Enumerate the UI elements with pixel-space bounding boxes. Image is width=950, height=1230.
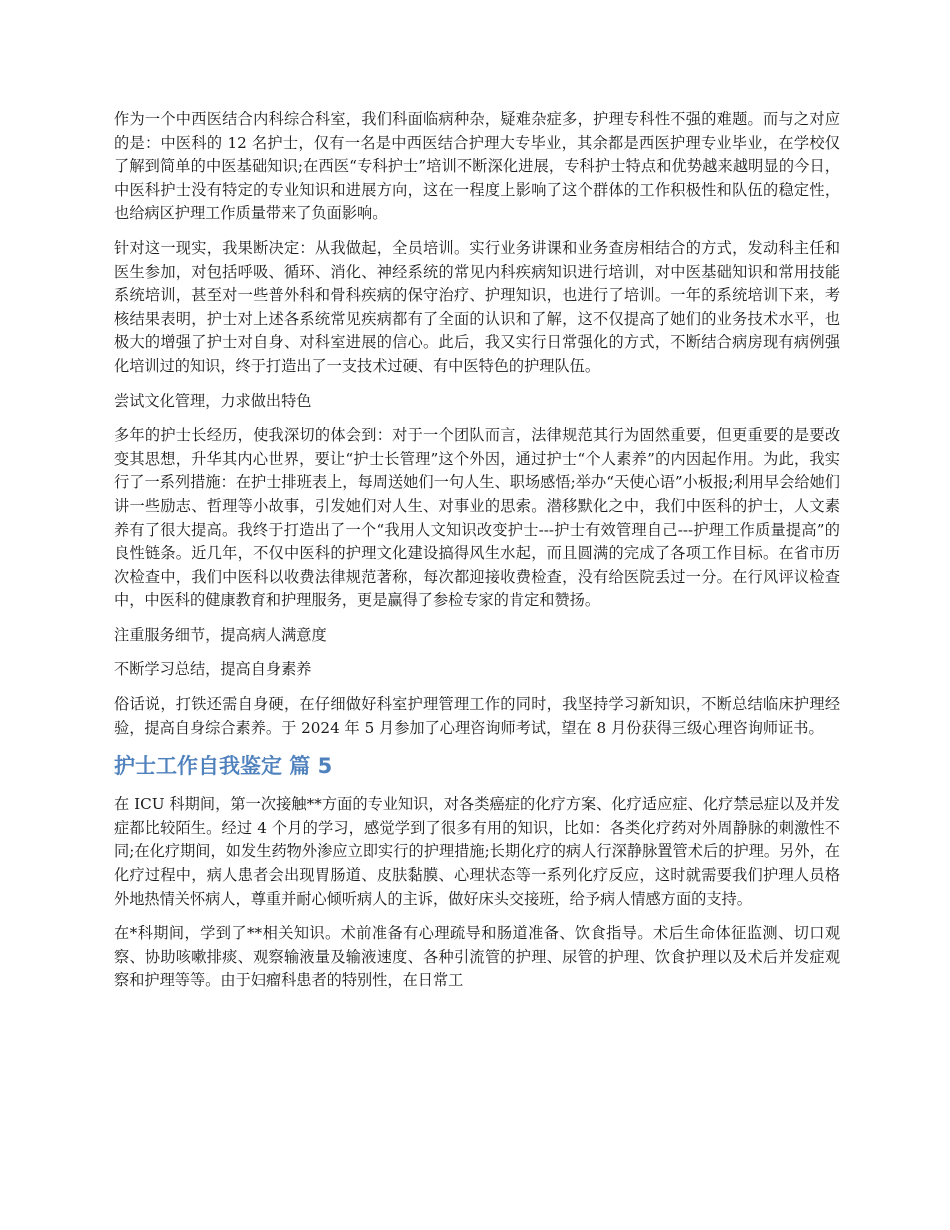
- paragraph-icu-period: 在 ICU 科期间，第一次接触**方面的专业知识，对各类癌症的化疗方案、化疗适应症、化疗禁忌症以及并发症都比较陌生。经过 4 个月的学习，感觉学到了很多有用的知识，比如：各类化疗药对外周静脉的刺激性不同;在化疗期间，如发生药物外渗应立即实行的护理措施;长期化疗的病人行深静脉置管术后的护理。另外，在化疗过程中，病人患者会出现胃肠道、皮肤黏膜、心理状态等一系列化疗反应，这时就需要我们护理人员格外地热情关怀病人，尊重并耐心倾听病人的主诉，做好床头交接班，给予病人情感方面的支持。: [114, 795, 840, 908]
- paragraph-department-period: 在*科期间，学到了**相关知识。术前准备有心理疏导和肠道准备、饮食指导。术后生命体征监测、切口观察、协助咳嗽排痰、观察输液量及输液速度、各种引流管的护理、尿管的护理、饮食护理以及术后并发症观察和护理等等。由于妇瘤科患者的特别性，在日常工: [114, 924, 840, 990]
- paragraph-head-nurse-experience: 多年的护士长经历，使我深切的体会到：对于一个团队而言，法律规范其行为固然重要，但更重要的是要改变其思想，升华其内心世界，要让“护士长管理”这个外因，通过护士“个人素养”的内因起作用。为此，我实行了一系列措施：在护士排班表上，每周送她们一句人生、职场感悟;举办“天使心语”小板报;利用早会给她们讲一些励志、哲理等小故事，引发她们对人生、对事业的思索。潜移默化之中，我们中医科的护士，人文素养有了很大提高。我终于打造出了一个“我用人文知识改变护士---护士有效管理自己---护理工作质量提高”的良性链条。近几年，不仅中医科的护理文化建设搞得风生水起，而且圆满的完成了各项工作目标。在省市历次检查中，我们中医科以收费法律规范著称，每次都迎接收费检查，没有给医院丢过一分。在行风评议检查中，中医科的健康教育和护理服务，更是赢得了参检专家的肯定和赞扬。: [114, 426, 840, 610]
- paragraph-training: 针对这一现实，我果断决定：从我做起，全员培训。实行业务讲课和业务查房相结合的方式，发动科主任和医生参加，对包括呼吸、循环、消化、神经系统的常见内科疾病知识进行培训，对中医基础知识和常用技能系统培训，甚至对一些普外科和骨科疾病的保守治疗、护理知识，也进行了培训。一年的系统培训下来，考核结果表明，护士对上述各系统常见疾病都有了全面的认识和了解，这不仅提高了她们的业务技术水平，也极大的增强了护士对自身、对科室进展的信心。此后，我又实行日常强化的方式，不断结合病房现有病例强化培训过的知识，终于打造出了一支技术过硬、有中医特色的护理队伍。: [114, 238, 840, 375]
- paragraph-culture-management: 尝试文化管理，力求做出特色: [114, 391, 312, 410]
- paragraph-self-improvement: 俗话说，打铁还需自身硬，在仔细做好科室护理管理工作的同时，我坚持学习新知识，不断总结临床护理经验，提高自身综合素养。于 2024 年 5 月参加了心理咨询师考试，望在 8 月份获得三级心理咨询师证书。: [114, 695, 840, 737]
- section-heading: 护士工作自我鉴定 篇 5: [114, 754, 333, 779]
- paragraph-service-details: 注重服务细节，提高病人满意度: [114, 625, 327, 644]
- document-body: [114, 108, 840, 1004]
- paragraph-specialty-challenge: 作为一个中西医结合内科综合科室，我们科面临病种杂，疑难杂症多，护理专科性不强的难题。而与之对应的是：中医科的 12 名护士，仅有一名是中西医结合护理大专毕业，其余都是西医护理专业毕业，在学校仅了解到简单的中医基础知识;在西医“专科护士”培训不断深化进展，专科护士特点和优势越来越明显的今日，中医科护士没有特定的专业知识和进展方向，这在一程度上影响了这个群体的工作积极性和队伍的稳定性，也给病区护理工作质量带来了负面影响。: [114, 110, 840, 223]
- paragraph-learning-summary: 不断学习总结，提高自身素养: [114, 660, 312, 679]
